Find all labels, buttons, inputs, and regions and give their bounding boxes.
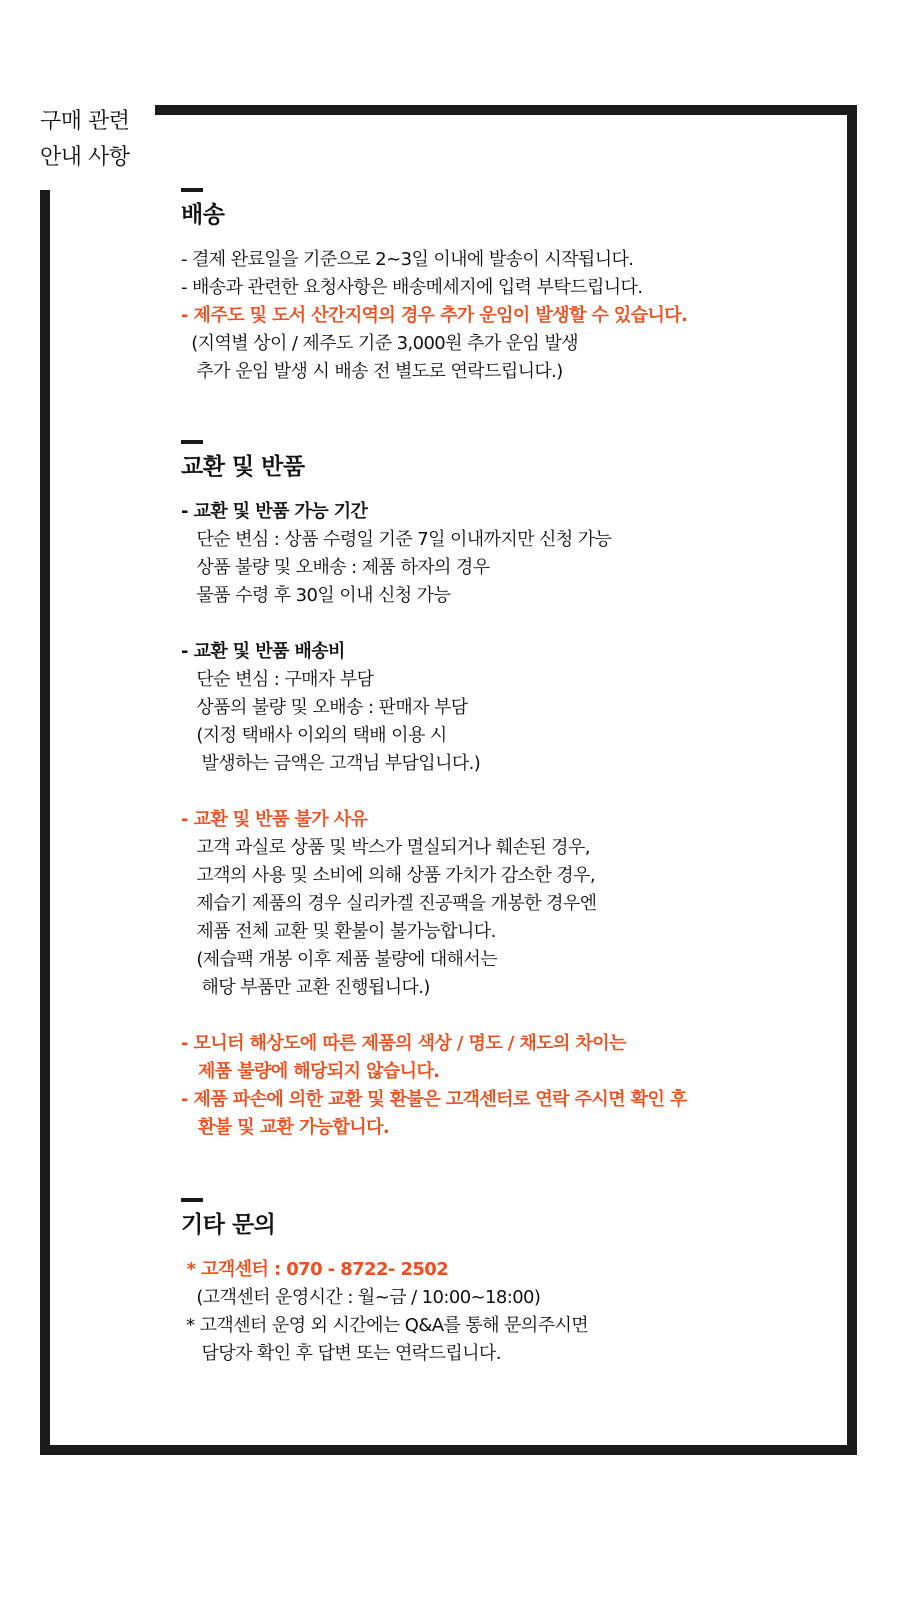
page-title-line1: 구매 관련 <box>40 109 130 134</box>
exchange-fee-line: 발생하는 금액은 고객님 부담입니다.) <box>181 753 481 774</box>
exchange-fee-line: 상품의 불량 및 오배송 : 판매자 부담 <box>181 697 468 718</box>
page-title-line2: 안내 사항 <box>40 145 130 170</box>
exchange-notice-line: 제품 불량에 해당되지 않습니다. <box>181 1061 440 1082</box>
etc-section <box>181 1198 821 1368</box>
shipping-line: - 배송과 관련한 요청사항은 배송메세지에 입력 부탁드립니다. <box>181 277 643 298</box>
frame-left-border <box>40 190 50 1455</box>
frame-right-border <box>847 105 857 1455</box>
exchange-fee-line: (지정 택배사 이외의 택배 이용 시 <box>181 725 447 746</box>
exchange-section <box>181 440 821 1142</box>
page-title <box>40 104 130 176</box>
customer-center-phone: * 고객센터 : 070 - 8722- 2502 <box>181 1259 449 1280</box>
exchange-notice-line: 환불 및 교환 가능합니다. <box>181 1117 390 1138</box>
shipping-heading: 배송 <box>181 202 225 228</box>
exchange-not-allowed-line: 해당 부품만 교환 진행됩니다.) <box>181 977 430 998</box>
shipping-line: (지역별 상이 / 제주도 기준 3,000원 추가 운임 발생 <box>181 333 579 354</box>
exchange-not-allowed-line: (제습팩 개봉 이후 제품 불량에 대해서는 <box>181 949 498 970</box>
customer-center-hours: (고객센터 운영시간 : 월~금 / 10:00~18:00) <box>181 1287 541 1308</box>
exchange-notice-line: - 모니터 해상도에 따른 제품의 색상 / 명도 / 채도의 차이는 <box>181 1033 626 1054</box>
exchange-not-allowed-title: - 교환 및 반품 불가 사유 <box>181 809 368 830</box>
frame-top-border <box>155 105 857 115</box>
section-dash <box>181 188 203 192</box>
exchange-period-line: 물품 수령 후 30일 이내 신청 가능 <box>181 585 451 606</box>
exchange-notice-line: - 제품 파손에 의한 교환 및 환불은 고객센터로 연락 주시면 확인 후 <box>181 1089 687 1110</box>
exchange-not-allowed-line: 제품 전체 교환 및 환불이 불가능합니다. <box>181 921 496 942</box>
exchange-period-line: 단순 변심 : 상품 수령일 기준 7일 이내까지만 신청 가능 <box>181 529 612 550</box>
exchange-fee-line: 단순 변심 : 구매자 부담 <box>181 669 374 690</box>
exchange-period-title: - 교환 및 반품 가능 기간 <box>181 501 368 522</box>
shipping-line: - 결제 완료일을 기준으로 2~3일 이내에 발송이 시작됩니다. <box>181 249 634 270</box>
exchange-heading: 교환 및 반품 <box>181 454 305 480</box>
shipping-extra-fee-notice: - 제주도 및 도서 산간지역의 경우 추가 운임이 발생할 수 있습니다. <box>181 305 688 326</box>
section-dash <box>181 440 203 444</box>
exchange-not-allowed-line: 고객 과실로 상품 및 박스가 멸실되거나 훼손된 경우, <box>181 837 590 858</box>
etc-heading: 기타 문의 <box>181 1212 276 1238</box>
exchange-period-line: 상품 불량 및 오배송 : 제품 하자의 경우 <box>181 557 490 578</box>
exchange-not-allowed-line: 고객의 사용 및 소비에 의해 상품 가치가 감소한 경우, <box>181 865 596 886</box>
frame-bottom-border <box>40 1445 857 1455</box>
shipping-line: 추가 운임 발생 시 배송 전 별도로 연락드립니다.) <box>181 361 563 382</box>
exchange-not-allowed-line: 제습기 제품의 경우 실리카겔 진공팩을 개봉한 경우엔 <box>181 893 597 914</box>
section-dash <box>181 1198 203 1202</box>
qa-line: 담당자 확인 후 답변 또는 연락드립니다. <box>181 1343 501 1364</box>
exchange-fee-title: - 교환 및 반품 배송비 <box>181 641 345 662</box>
shipping-section <box>181 188 821 386</box>
qa-line: * 고객센터 운영 외 시간에는 Q&A를 통해 문의주시면 <box>181 1315 589 1336</box>
